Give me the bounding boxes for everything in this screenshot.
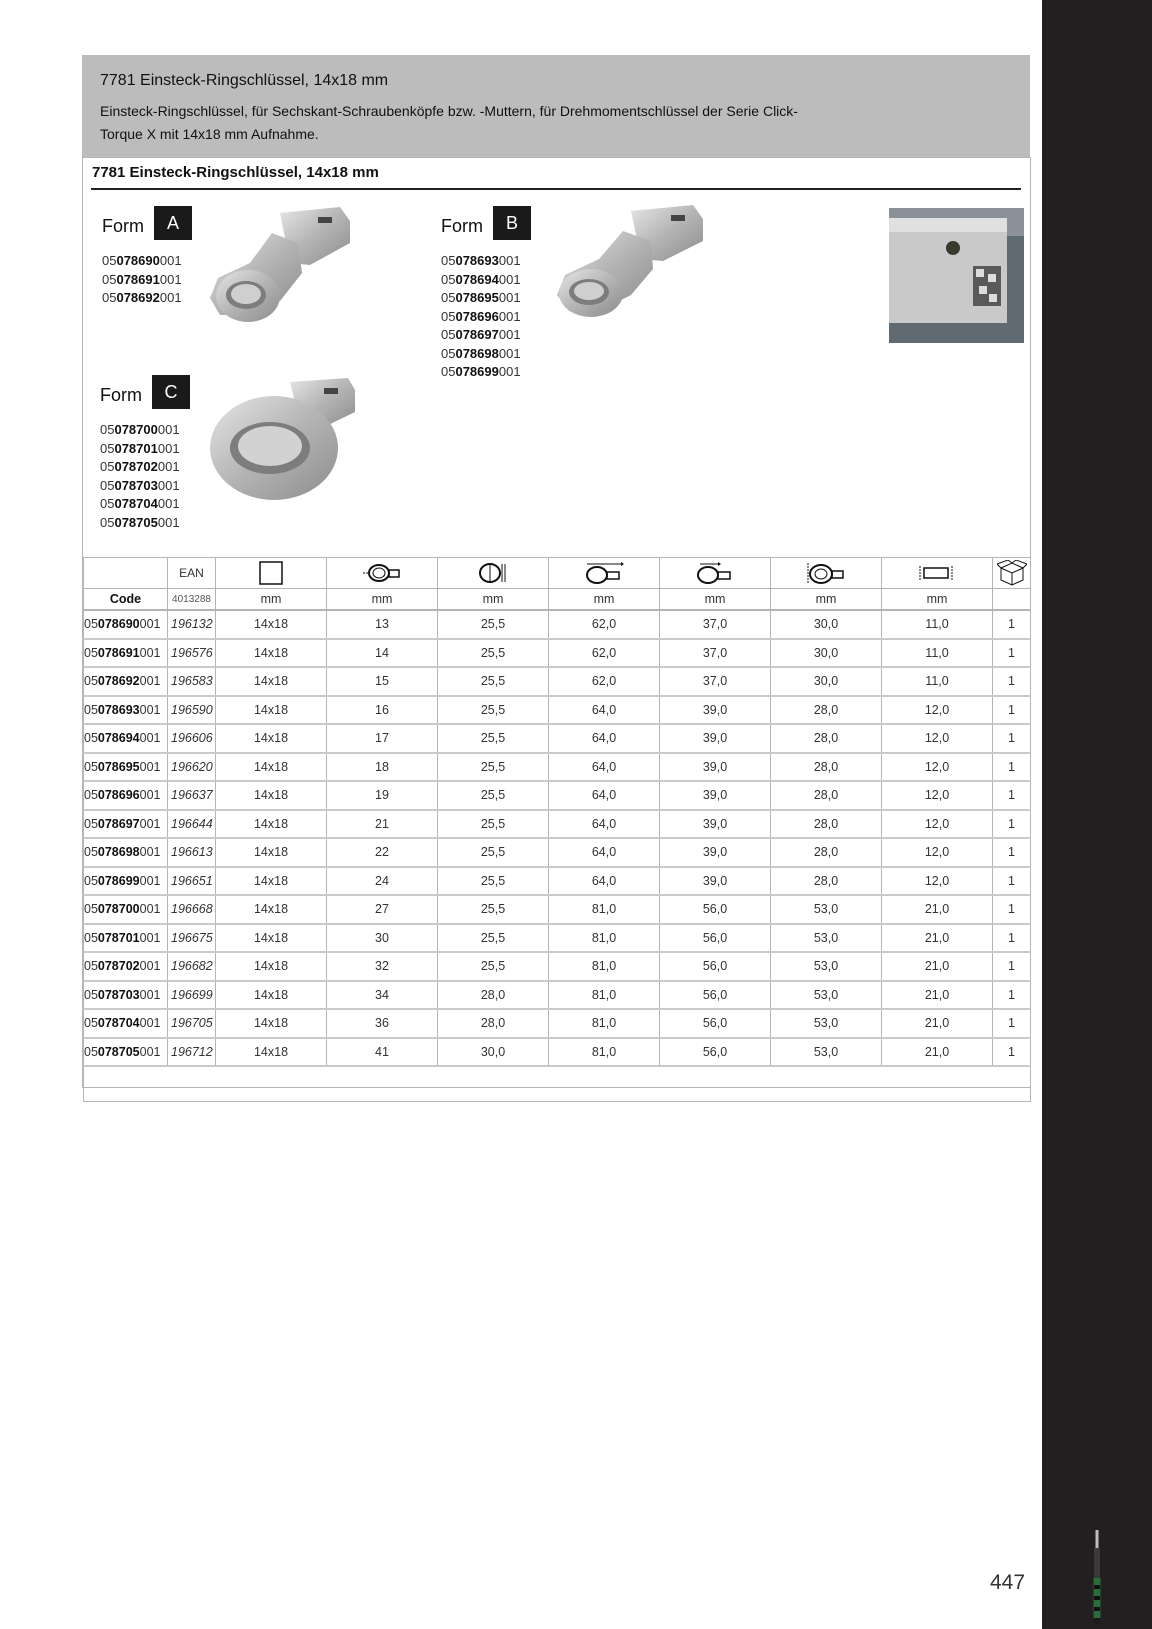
value-cell-c3: 25,5 xyxy=(438,724,549,753)
unit-label: mm xyxy=(327,589,438,611)
code-cell: 05078695001 xyxy=(84,753,168,782)
code-cell: 05078700001 xyxy=(84,895,168,924)
table-icon-header-row xyxy=(84,558,1031,589)
ean-cell: 196606 xyxy=(168,724,216,753)
code-line: 05078705001 xyxy=(100,514,180,530)
value-cell-size: 27 xyxy=(327,895,438,924)
value-cell-c3: 25,5 xyxy=(438,781,549,810)
ean-prefix: 4013288 xyxy=(168,589,216,611)
ring-thickness-icon xyxy=(438,558,549,589)
value-cell-c3: 30,0 xyxy=(438,1038,549,1067)
value-cell-c7: 12,0 xyxy=(882,810,993,839)
value-cell-size: 14 xyxy=(327,639,438,668)
value-cell-c5: 37,0 xyxy=(660,610,771,639)
table-row xyxy=(84,696,1031,725)
value-cell-pack: 1 xyxy=(993,781,1031,810)
form-b-codes xyxy=(441,252,521,382)
value-cell-pack: 1 xyxy=(993,724,1031,753)
head-height-icon xyxy=(882,558,993,589)
value-cell-drive: 14x18 xyxy=(216,952,327,981)
value-cell-size: 21 xyxy=(327,810,438,839)
unit-label: mm xyxy=(882,589,993,611)
table-row xyxy=(84,924,1031,953)
table-row xyxy=(84,639,1031,668)
value-cell-c3: 25,5 xyxy=(438,952,549,981)
table-header-empty xyxy=(84,558,168,589)
value-cell-pack: 1 xyxy=(993,639,1031,668)
content-frame xyxy=(82,157,1031,1088)
code-cell: 05078699001 xyxy=(84,867,168,896)
value-cell-c3: 25,5 xyxy=(438,667,549,696)
code-line: 05078703001 xyxy=(100,477,180,493)
code-cell: 05078698001 xyxy=(84,838,168,867)
value-cell-c7: 12,0 xyxy=(882,753,993,782)
value-cell-c4: 62,0 xyxy=(549,639,660,668)
value-cell-c7: 12,0 xyxy=(882,696,993,725)
value-cell-c6: 30,0 xyxy=(771,639,882,668)
ean-cell: 196613 xyxy=(168,838,216,867)
code-line: 05078697001 xyxy=(441,327,521,342)
value-cell-drive: 14x18 xyxy=(216,1038,327,1067)
value-cell-size: 19 xyxy=(327,781,438,810)
table-row xyxy=(84,753,1031,782)
value-cell-pack: 1 xyxy=(993,924,1031,953)
right-sidebar xyxy=(1042,0,1152,1629)
value-cell-drive: 14x18 xyxy=(216,696,327,725)
code-cell: 05078702001 xyxy=(84,952,168,981)
value-cell-drive: 14x18 xyxy=(216,781,327,810)
table-footer-empty xyxy=(84,1066,1031,1102)
table-row xyxy=(84,895,1031,924)
code-line: 05078701001 xyxy=(100,440,180,456)
form-a-codes xyxy=(102,252,182,308)
value-cell-c7: 21,0 xyxy=(882,924,993,953)
form-label: Form xyxy=(102,216,144,236)
value-cell-c6: 28,0 xyxy=(771,810,882,839)
value-cell-c3: 28,0 xyxy=(438,981,549,1010)
form-letter-c: C xyxy=(152,375,190,409)
value-cell-c7: 11,0 xyxy=(882,610,993,639)
value-cell-c5: 39,0 xyxy=(660,867,771,896)
value-cell-c7: 21,0 xyxy=(882,1038,993,1067)
section-title: 7781 Einsteck-Ringschlüssel, 14x18 mm xyxy=(92,164,379,181)
value-cell-c3: 25,5 xyxy=(438,696,549,725)
value-cell-drive: 14x18 xyxy=(216,810,327,839)
ean-cell: 196576 xyxy=(168,639,216,668)
value-cell-pack: 1 xyxy=(993,667,1031,696)
ean-cell: 196712 xyxy=(168,1038,216,1067)
value-cell-c7: 21,0 xyxy=(882,895,993,924)
value-cell-drive: 14x18 xyxy=(216,867,327,896)
value-cell-c7: 12,0 xyxy=(882,781,993,810)
code-line: 05078702001 xyxy=(100,459,180,474)
value-cell-c6: 28,0 xyxy=(771,838,882,867)
value-cell-c6: 30,0 xyxy=(771,610,882,639)
value-cell-c4: 81,0 xyxy=(549,924,660,953)
code-cell: 05078693001 xyxy=(84,696,168,725)
code-line: 05078690001 xyxy=(102,253,182,268)
value-cell-size: 13 xyxy=(327,610,438,639)
table-row xyxy=(84,810,1031,839)
value-cell-c6: 30,0 xyxy=(771,667,882,696)
value-cell-c5: 56,0 xyxy=(660,895,771,924)
value-cell-pack: 1 xyxy=(993,810,1031,839)
value-cell-c6: 53,0 xyxy=(771,924,882,953)
value-cell-c7: 11,0 xyxy=(882,639,993,668)
code-cell: 05078690001 xyxy=(84,610,168,639)
ean-cell: 196705 xyxy=(168,1009,216,1038)
ean-cell: 196675 xyxy=(168,924,216,953)
ean-cell: 196682 xyxy=(168,952,216,981)
value-cell-c3: 25,5 xyxy=(438,895,549,924)
unit-label: mm xyxy=(549,589,660,611)
value-cell-c5: 56,0 xyxy=(660,981,771,1010)
value-cell-c7: 12,0 xyxy=(882,724,993,753)
value-cell-c4: 64,0 xyxy=(549,867,660,896)
table-row xyxy=(84,667,1031,696)
value-cell-c3: 25,5 xyxy=(438,810,549,839)
value-cell-drive: 14x18 xyxy=(216,838,327,867)
laser-marking-closeup-image xyxy=(889,208,1024,343)
code-line: 05078692001 xyxy=(102,290,182,305)
form-a-block xyxy=(102,206,202,316)
form-c-codes xyxy=(100,421,180,532)
value-cell-c5: 37,0 xyxy=(660,639,771,668)
ean-cell: 196132 xyxy=(168,610,216,639)
header-box xyxy=(82,55,1030,157)
ean-cell: 196583 xyxy=(168,667,216,696)
value-cell-c3: 25,5 xyxy=(438,753,549,782)
ean-cell: 196668 xyxy=(168,895,216,924)
wrench-form-c-image xyxy=(210,378,365,513)
unit-empty xyxy=(993,589,1031,611)
value-cell-c4: 64,0 xyxy=(549,781,660,810)
value-cell-c5: 56,0 xyxy=(660,1038,771,1067)
value-cell-c5: 39,0 xyxy=(660,724,771,753)
code-cell: 05078694001 xyxy=(84,724,168,753)
value-cell-size: 36 xyxy=(327,1009,438,1038)
code-line: 05078691001 xyxy=(102,271,182,287)
table-row xyxy=(84,1009,1031,1038)
value-cell-c6: 53,0 xyxy=(771,952,882,981)
value-cell-c6: 28,0 xyxy=(771,753,882,782)
table-row xyxy=(84,1038,1031,1067)
value-cell-c4: 64,0 xyxy=(549,753,660,782)
code-cell: 05078701001 xyxy=(84,924,168,953)
value-cell-pack: 1 xyxy=(993,952,1031,981)
code-cell: 05078703001 xyxy=(84,981,168,1010)
value-cell-c7: 12,0 xyxy=(882,867,993,896)
ean-cell: 196651 xyxy=(168,867,216,896)
table-row xyxy=(84,724,1031,753)
code-header: Code xyxy=(84,589,168,611)
form-c-block xyxy=(100,375,200,530)
value-cell-size: 32 xyxy=(327,952,438,981)
form-letter-b: B xyxy=(493,206,531,240)
value-cell-pack: 1 xyxy=(993,696,1031,725)
value-cell-pack: 1 xyxy=(993,981,1031,1010)
value-cell-drive: 14x18 xyxy=(216,981,327,1010)
value-cell-c4: 81,0 xyxy=(549,895,660,924)
value-cell-c4: 81,0 xyxy=(549,952,660,981)
code-cell: 05078696001 xyxy=(84,781,168,810)
unit-label: mm xyxy=(771,589,882,611)
ean-cell: 196644 xyxy=(168,810,216,839)
value-cell-drive: 14x18 xyxy=(216,610,327,639)
value-cell-pack: 1 xyxy=(993,753,1031,782)
table-unit-row xyxy=(84,589,1031,611)
value-cell-size: 41 xyxy=(327,1038,438,1067)
code-cell: 05078704001 xyxy=(84,1009,168,1038)
value-cell-pack: 1 xyxy=(993,838,1031,867)
value-cell-c7: 11,0 xyxy=(882,667,993,696)
screwdriver-icon xyxy=(1092,1530,1102,1625)
value-cell-c5: 39,0 xyxy=(660,753,771,782)
value-cell-size: 17 xyxy=(327,724,438,753)
code-line: 05078700001 xyxy=(100,422,180,437)
table-row xyxy=(84,610,1031,639)
value-cell-c5: 39,0 xyxy=(660,781,771,810)
code-line: 05078695001 xyxy=(441,290,521,305)
section-divider xyxy=(91,188,1021,190)
ean-cell: 196590 xyxy=(168,696,216,725)
value-cell-c3: 25,5 xyxy=(438,924,549,953)
value-cell-size: 18 xyxy=(327,753,438,782)
ean-cell: 196620 xyxy=(168,753,216,782)
value-cell-c3: 25,5 xyxy=(438,867,549,896)
page-number: 447 xyxy=(990,1571,1026,1594)
value-cell-c3: 28,0 xyxy=(438,1009,549,1038)
value-cell-c4: 81,0 xyxy=(549,1038,660,1067)
value-cell-c4: 62,0 xyxy=(549,610,660,639)
value-cell-c4: 64,0 xyxy=(549,696,660,725)
value-cell-size: 16 xyxy=(327,696,438,725)
value-cell-c6: 28,0 xyxy=(771,696,882,725)
header-description: Einsteck-Ringschlüssel, für Sechskant-Schraubenköpfe bzw. -Muttern, für Drehmomentschlüssel der Serie Click-Torque X mit 14x18 mm Aufnahme. xyxy=(100,103,798,142)
value-cell-c3: 25,5 xyxy=(438,610,549,639)
value-cell-c5: 39,0 xyxy=(660,838,771,867)
value-cell-drive: 14x18 xyxy=(216,924,327,953)
value-cell-c7: 21,0 xyxy=(882,952,993,981)
value-cell-c4: 64,0 xyxy=(549,810,660,839)
unit-label: mm xyxy=(438,589,549,611)
unit-label: mm xyxy=(660,589,771,611)
code-cell: 05078692001 xyxy=(84,667,168,696)
value-cell-drive: 14x18 xyxy=(216,753,327,782)
table-row xyxy=(84,867,1031,896)
value-cell-drive: 14x18 xyxy=(216,667,327,696)
value-cell-c4: 81,0 xyxy=(549,1009,660,1038)
value-cell-c6: 53,0 xyxy=(771,1038,882,1067)
ring-offset-icon xyxy=(660,558,771,589)
code-line: 05078693001 xyxy=(441,253,521,268)
specification-table xyxy=(83,557,1031,1102)
header-title: 7781 Einsteck-Ringschlüssel, 14x18 mm xyxy=(100,72,389,89)
value-cell-c4: 62,0 xyxy=(549,667,660,696)
form-label: Form xyxy=(100,385,142,405)
wrench-form-a-image xyxy=(210,203,360,338)
value-cell-c7: 21,0 xyxy=(882,981,993,1010)
value-cell-size: 22 xyxy=(327,838,438,867)
package-icon xyxy=(993,558,1031,589)
code-line: 05078696001 xyxy=(441,308,521,324)
code-line: 05078694001 xyxy=(441,271,521,287)
code-line: 05078699001 xyxy=(441,364,521,379)
value-cell-c6: 53,0 xyxy=(771,895,882,924)
value-cell-pack: 1 xyxy=(993,610,1031,639)
form-letter-a: A xyxy=(154,206,192,240)
ean-header: EAN xyxy=(168,558,216,589)
value-cell-drive: 14x18 xyxy=(216,1009,327,1038)
length-icon xyxy=(549,558,660,589)
value-cell-pack: 1 xyxy=(993,867,1031,896)
value-cell-c5: 39,0 xyxy=(660,696,771,725)
value-cell-c6: 28,0 xyxy=(771,724,882,753)
value-cell-c6: 28,0 xyxy=(771,867,882,896)
value-cell-c7: 21,0 xyxy=(882,1009,993,1038)
code-cell: 05078691001 xyxy=(84,639,168,668)
value-cell-size: 30 xyxy=(327,924,438,953)
value-cell-size: 34 xyxy=(327,981,438,1010)
form-label: Form xyxy=(441,216,483,236)
wrench-form-b-image xyxy=(553,203,713,338)
value-cell-c7: 12,0 xyxy=(882,838,993,867)
value-cell-c6: 53,0 xyxy=(771,981,882,1010)
value-cell-c6: 28,0 xyxy=(771,781,882,810)
value-cell-c4: 81,0 xyxy=(549,981,660,1010)
value-cell-pack: 1 xyxy=(993,1009,1031,1038)
value-cell-c5: 37,0 xyxy=(660,667,771,696)
ring-size-icon xyxy=(327,558,438,589)
value-cell-c5: 56,0 xyxy=(660,1009,771,1038)
table-row xyxy=(84,981,1031,1010)
code-line: 05078704001 xyxy=(100,496,180,511)
value-cell-c3: 25,5 xyxy=(438,838,549,867)
value-cell-c5: 39,0 xyxy=(660,810,771,839)
code-cell: 05078697001 xyxy=(84,810,168,839)
head-width-icon xyxy=(771,558,882,589)
value-cell-size: 15 xyxy=(327,667,438,696)
ean-cell: 196699 xyxy=(168,981,216,1010)
form-b-block xyxy=(441,206,541,379)
value-cell-c4: 64,0 xyxy=(549,724,660,753)
value-cell-c5: 56,0 xyxy=(660,924,771,953)
value-cell-c5: 56,0 xyxy=(660,952,771,981)
code-cell: 05078705001 xyxy=(84,1038,168,1067)
value-cell-drive: 14x18 xyxy=(216,724,327,753)
unit-label: mm xyxy=(216,589,327,611)
table-row xyxy=(84,952,1031,981)
table-footer-row xyxy=(84,1066,1031,1102)
value-cell-size: 24 xyxy=(327,867,438,896)
value-cell-c3: 25,5 xyxy=(438,639,549,668)
table-body xyxy=(84,610,1031,1066)
value-cell-c6: 53,0 xyxy=(771,1009,882,1038)
value-cell-pack: 1 xyxy=(993,1038,1031,1067)
square-drive-icon xyxy=(216,558,327,589)
value-cell-c4: 64,0 xyxy=(549,838,660,867)
value-cell-pack: 1 xyxy=(993,895,1031,924)
value-cell-drive: 14x18 xyxy=(216,895,327,924)
ean-cell: 196637 xyxy=(168,781,216,810)
value-cell-drive: 14x18 xyxy=(216,639,327,668)
table-row xyxy=(84,781,1031,810)
code-line: 05078698001 xyxy=(441,345,521,361)
table-row xyxy=(84,838,1031,867)
